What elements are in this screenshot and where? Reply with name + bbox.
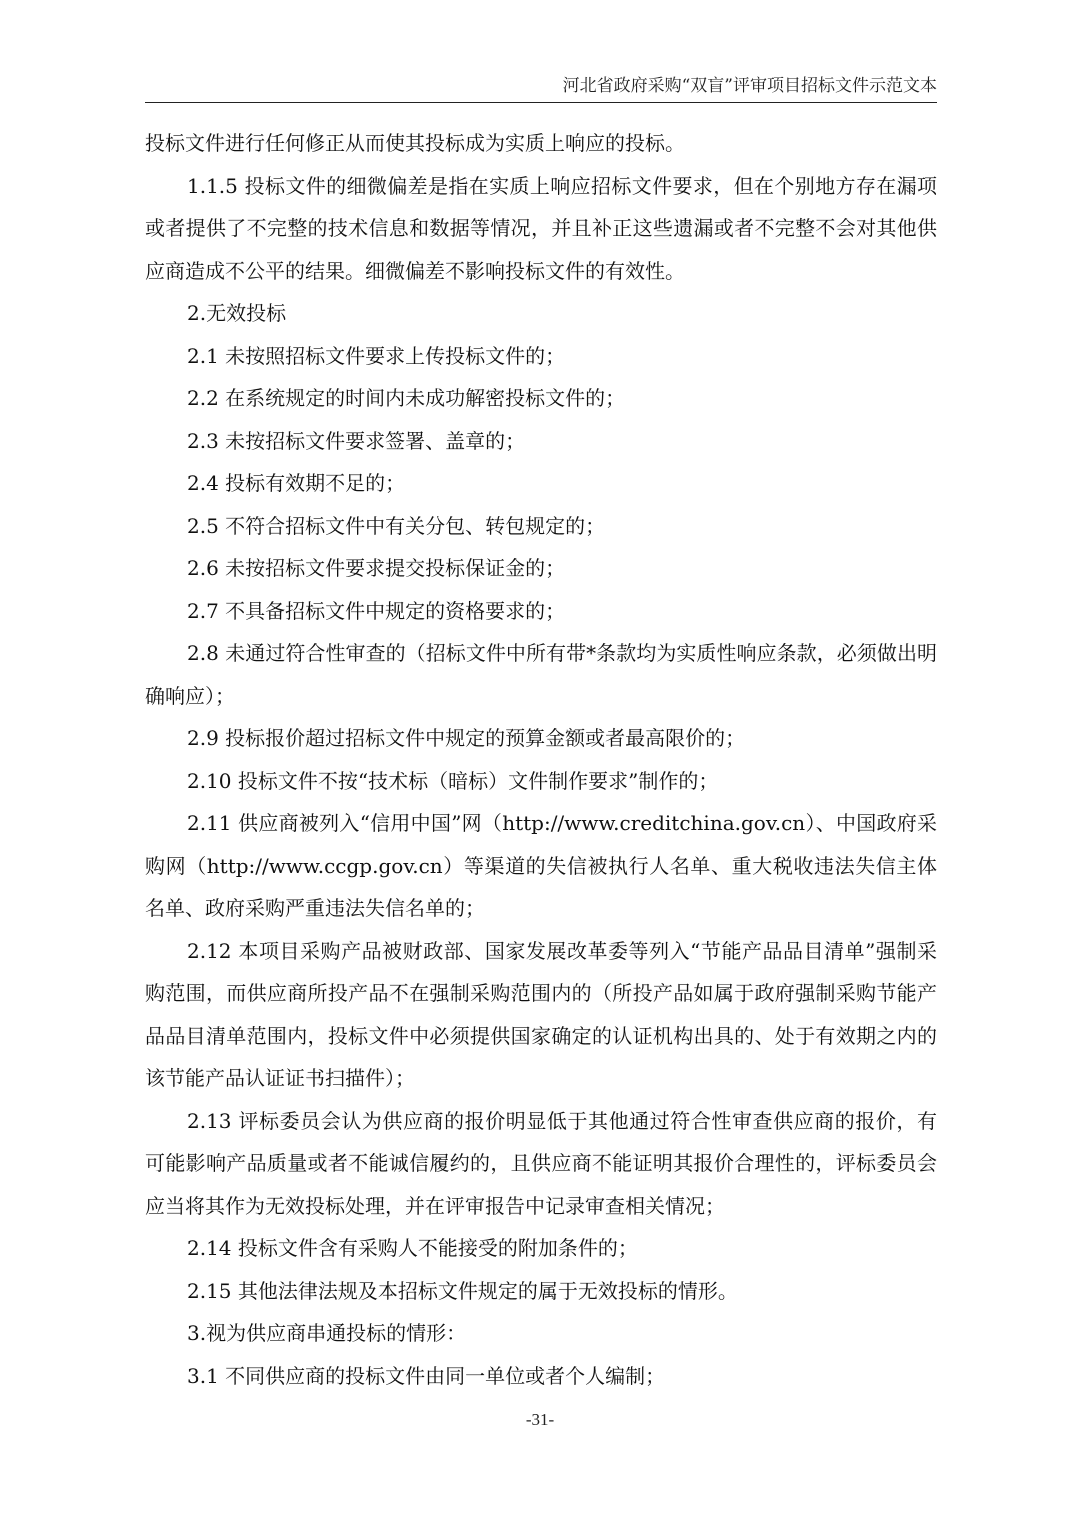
list-item: 2.11 供应商被列入“信用中国”网（http://www.creditchina.gov.cn）、中国政府采购网（http://www.ccgp.gov.cn）等渠道的失信被执行人名单、重大税收违法失信主体名单、政府采购严重违法失信名单的； <box>145 811 937 920</box>
list-item: 2.14 投标文件含有采购人不能接受的附加条件的； <box>187 1236 638 1260</box>
list-item: 2.12 本项目采购产品被财政部、国家发展改革委等列入“节能产品品目清单”强制采购范围，而供应商所投产品不在强制采购范围内的（所投产品如属于政府强制采购节能产品品目清单范围内，投标文件中必须提供国家确定的认证机构出具的、处于有效期之内的该节能产品认证证书扫描件）； <box>145 938 937 1090</box>
list-item: 2.7 不具备招标文件中规定的资格要求的； <box>187 598 566 623</box>
list-item: 2.6 未按招标文件要求提交投标保证金的； <box>187 556 566 580</box>
list-item: 2.5 不符合招标文件中有关分包、转包规定的； <box>187 513 606 538</box>
list-item: 2.8 未通过符合性审查的（招标文件中所有带*条款均为实质性响应条款，必须做出明确响应）； <box>145 641 937 708</box>
section-heading: 3.视为供应商串通投标的情形： <box>187 1321 467 1345</box>
list-item: 3.1 不同供应商的投标文件由同一单位或者个人编制； <box>187 1363 666 1388</box>
list-item: 2.2 在系统规定的时间内未成功解密投标文件的； <box>187 386 626 410</box>
list-item: 2.3 未按招标文件要求签署、盖章的； <box>187 428 526 453</box>
paragraph: 1.1.5 投标文件的细微偏差是指在实质上响应招标文件要求，但在个别地方存在漏项或者提供了不完整的技术信息和数据等情况，并且补正这些遗漏或者不完整不会对其他供应商造成不公平的结果。细微偏差不影响投标文件的有效性。 <box>145 173 937 283</box>
list-item: 2.10 投标文件不按“技术标（暗标）文件制作要求”制作的； <box>187 768 719 793</box>
section-heading: 2.无效投标 <box>187 301 287 325</box>
document-body <box>145 122 937 1397</box>
list-item: 2.15 其他法律法规及本招标文件规定的属于无效投标的情形。 <box>187 1278 738 1303</box>
page-header <box>145 72 937 103</box>
list-item: 2.9 投标报价超过招标文件中规定的预算金额或者最高限价的； <box>187 726 746 750</box>
document-title: 河北省政府采购“双盲”评审项目招标文件示范文本 <box>562 76 937 96</box>
list-item: 2.13 评标委员会认为供应商的报价明显低于其他通过符合性审查供应商的报价，有可能影响产品质量或者不能诚信履约的，且供应商不能证明其报价合理性的，评标委员会应当将其作为无效投标处理，并在评审报告中记录审查相关情况； <box>145 1108 937 1218</box>
page-number: -31- <box>525 1410 555 1429</box>
paragraph: 投标文件进行任何修正从而使其投标成为实质上响应的投标。 <box>145 131 685 155</box>
list-item: 2.1 未按照招标文件要求上传投标文件的； <box>187 343 566 368</box>
list-item: 2.4 投标有效期不足的； <box>187 471 406 495</box>
